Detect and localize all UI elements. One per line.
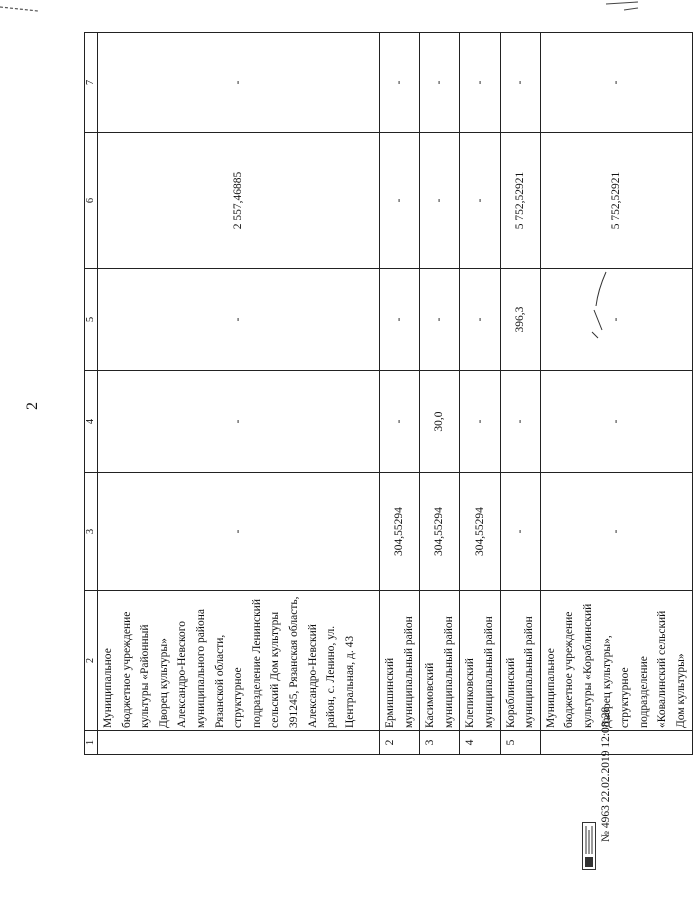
row-number [540, 731, 692, 755]
table-row [380, 33, 420, 755]
cell-col-6: 2 557,46885 [98, 133, 380, 269]
cell-col-4: - [540, 371, 692, 473]
table-row [420, 33, 460, 755]
cell-col-7: - [420, 33, 460, 133]
cell-col-4: 30,0 [420, 371, 460, 473]
table-container [84, 33, 687, 755]
scan-edge-mark [0, 0, 40, 8]
cell-col-4: - [380, 371, 420, 473]
table-row [500, 33, 540, 755]
cell-col-4: - [98, 371, 380, 473]
cell-col-5: - [540, 269, 692, 371]
cell-col-4: - [460, 371, 500, 473]
header-col-3: 3 [85, 473, 98, 591]
header-col-6: 6 [85, 133, 98, 269]
row-number: 5 [500, 731, 540, 755]
registration-number: № 4963 22.02.2019 12:08:28 [600, 706, 612, 842]
cell-col-7: - [380, 33, 420, 133]
cell-col-5: - [380, 269, 420, 371]
row-name: Муниципальное бюджетное учреждение культуры «Районный Дворец культуры» Александро-Невского муниципального района Рязанской области, структурное подразделение Ленинский сельский Дом культуры 391245, Рязанская область, Александро-Невский район, с. Ленино, ул. Центральная, д. 43 [98, 591, 380, 731]
header-col-1: 1 [85, 731, 98, 755]
cell-col-3: - [500, 473, 540, 591]
cell-col-6: 5 752,52921 [540, 133, 692, 269]
cell-col-7: - [540, 33, 692, 133]
cell-col-3: - [540, 473, 692, 591]
header-col-4: 4 [85, 371, 98, 473]
cell-col-3: - [98, 473, 380, 591]
header-col-5: 5 [85, 269, 98, 371]
row-name: Ермишинский муниципальный район [380, 591, 420, 731]
table-header-row [85, 33, 98, 755]
row-name: Кораблинский муниципальный район [500, 591, 540, 731]
row-name: Касимовский муниципальный район [420, 591, 460, 731]
cell-col-3: 304,55294 [420, 473, 460, 591]
table-row [98, 33, 380, 755]
table-row [460, 33, 500, 755]
cell-col-5: - [98, 269, 380, 371]
scan-edge-mark-right [604, 0, 640, 14]
header-col-2: 2 [85, 591, 98, 731]
cell-col-5: - [420, 269, 460, 371]
pen-mark [588, 270, 612, 345]
cell-col-6: - [380, 133, 420, 269]
cell-col-4: - [500, 371, 540, 473]
cell-col-7: - [500, 33, 540, 133]
row-number: 3 [420, 731, 460, 755]
row-number [98, 731, 380, 755]
row-number: 4 [460, 731, 500, 755]
cell-col-6: - [420, 133, 460, 269]
cell-col-6: - [460, 133, 500, 269]
cell-col-3: 304,55294 [380, 473, 420, 591]
cell-col-5: - [460, 269, 500, 371]
cell-col-7: - [460, 33, 500, 133]
cell-col-5: 396,3 [500, 269, 540, 371]
row-name: Клепиковский муниципальный район [460, 591, 500, 731]
row-name: Муниципальное бюджетное учреждение культуры «Кораблинский Дворец культуры», структурное подразделение «Ковалинский сельский Дом культуры» [540, 591, 692, 731]
cell-col-7: - [98, 33, 380, 133]
page-number: 2 [24, 402, 41, 410]
header-col-7: 7 [85, 33, 98, 133]
system-logo [582, 822, 596, 870]
cell-col-3: 304,55294 [460, 473, 500, 591]
cell-col-6: 5 752,52921 [500, 133, 540, 269]
table-row [540, 33, 692, 755]
row-number: 2 [380, 731, 420, 755]
